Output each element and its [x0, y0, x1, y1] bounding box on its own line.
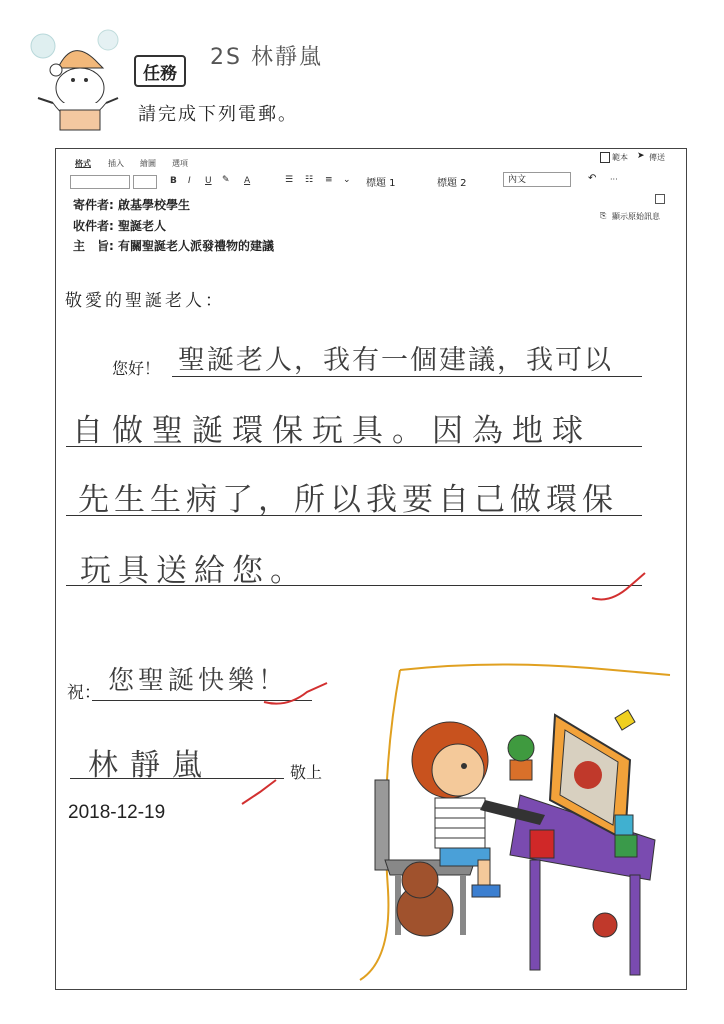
check-mark-2 — [262, 680, 332, 710]
chevron-down-icon[interactable]: ⌄ — [343, 175, 351, 185]
from-row — [73, 196, 190, 213]
from-value: 啟基學校學生 — [118, 198, 191, 212]
text-color-button[interactable]: A — [244, 176, 251, 186]
body-line-2: 自做聖誕環保玩具。因為地球 — [72, 413, 592, 449]
undo-icon[interactable]: ↶ — [588, 173, 597, 184]
task-instruction: 請完成下列電郵。 — [138, 104, 298, 125]
body-line-3: 先生生病了，所以我要自己做環保 — [78, 482, 618, 518]
body-line-4: 玩具送給您。 — [80, 553, 308, 589]
expand-icon[interactable] — [655, 194, 665, 204]
signature: 林靜嵐 — [88, 748, 214, 783]
highlight-icon[interactable]: ✎ — [222, 175, 230, 185]
date: 2018-12-19 — [68, 802, 166, 823]
font-size-select[interactable] — [133, 175, 157, 189]
heading1-button[interactable]: 標題 1 — [366, 178, 396, 189]
more-icon[interactable]: ··· — [610, 175, 618, 184]
salutation: 敬愛的聖誕老人： — [65, 291, 225, 311]
send-icon: ➤ — [637, 151, 645, 161]
to-label: 收件者: — [73, 219, 114, 233]
show-original-button[interactable]: 顯示原始訊息 — [612, 212, 660, 221]
style-select-value: 內文 — [508, 175, 527, 185]
tab-options[interactable]: 選項 — [172, 159, 188, 168]
italic-button[interactable]: I — [188, 176, 191, 186]
check-mark-1 — [590, 568, 650, 608]
bold-button[interactable]: B — [170, 176, 177, 186]
body-line-1: 聖誕老人，我有一個建議，我可以 — [178, 345, 613, 376]
tab-format[interactable]: 格式 — [75, 159, 91, 168]
template-button[interactable]: 範本 — [612, 153, 628, 162]
bullet-list-icon[interactable]: ☰ — [285, 175, 294, 185]
sign-off: 敬上 — [290, 763, 323, 782]
tab-insert[interactable]: 插入 — [108, 159, 124, 168]
writing-line-1 — [172, 376, 642, 377]
subject-value: 有關聖誕老人派發禮物的建議 — [118, 239, 275, 253]
task-badge-label: 任務 — [143, 63, 177, 84]
writing-line-2 — [66, 446, 642, 447]
style-select[interactable] — [503, 172, 571, 187]
subject-row — [73, 237, 274, 254]
subject-label: 主 旨: — [73, 239, 114, 253]
show-original-icon: ⎘ — [600, 211, 607, 220]
student-class-name: 2S 林靜嵐 — [210, 45, 323, 70]
heading2-button[interactable]: 標題 2 — [437, 178, 467, 189]
wish-text: 您聖誕快樂！ — [108, 666, 289, 696]
template-icon — [600, 152, 610, 163]
santa-illustration — [28, 28, 128, 138]
check-mark-3 — [240, 778, 280, 808]
wish-label: 祝： — [67, 683, 101, 703]
greeting: 您好！ — [112, 359, 161, 378]
numbered-list-icon[interactable]: ☷ — [305, 175, 314, 185]
tab-draw[interactable]: 繪圖 — [140, 159, 156, 168]
to-row — [73, 217, 166, 234]
writing-line-3 — [66, 515, 642, 516]
santa-icon — [28, 28, 128, 138]
from-label: 寄件者: — [73, 198, 114, 212]
font-select[interactable] — [70, 175, 130, 189]
child-computer-illustration — [360, 700, 670, 980]
to-value: 聖誕老人 — [118, 219, 167, 233]
task-badge — [134, 55, 186, 87]
align-icon[interactable]: ≡ — [325, 175, 333, 185]
writing-line-4 — [66, 585, 642, 586]
underline-button[interactable]: U — [205, 176, 212, 186]
send-button[interactable]: 傳送 — [649, 153, 665, 162]
